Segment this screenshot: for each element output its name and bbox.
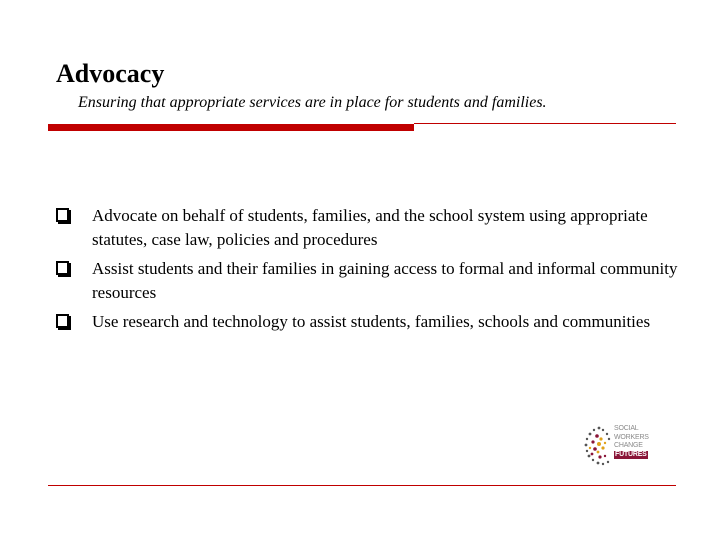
logo-line: WORKERS [614, 433, 649, 441]
list-item [56, 204, 686, 252]
social-workers-logo [583, 424, 651, 470]
list-item [56, 257, 686, 305]
logo-line-highlight: FUTURES [615, 450, 647, 458]
slide-subtitle: Ensuring that appropriate services are in place for students and families. [78, 94, 547, 111]
square-bullet-icon [56, 314, 69, 328]
square-bullet-icon [56, 261, 69, 275]
bullet-text: Use research and technology to assist students, families, schools and communities [92, 312, 651, 331]
list-item [56, 310, 686, 334]
logo-line: CHANGE [614, 442, 643, 449]
bullet-text: Advocate on behalf of students, families, and the school system using appropriate statutes, case law, policies and procedures [92, 206, 648, 249]
title-divider-thick [48, 124, 414, 131]
title-divider-thin [414, 123, 676, 124]
logo-line: SOCIAL [614, 425, 639, 432]
dotted-globe-icon [583, 424, 613, 470]
footer-divider [48, 485, 676, 486]
bullet-text: Assist students and their families in gaining access to formal and informal community resources [92, 259, 678, 302]
square-bullet-icon [56, 208, 69, 222]
bullet-list [56, 204, 686, 339]
logo-wordmark [614, 425, 649, 459]
slide-title: Advocacy [56, 59, 165, 88]
